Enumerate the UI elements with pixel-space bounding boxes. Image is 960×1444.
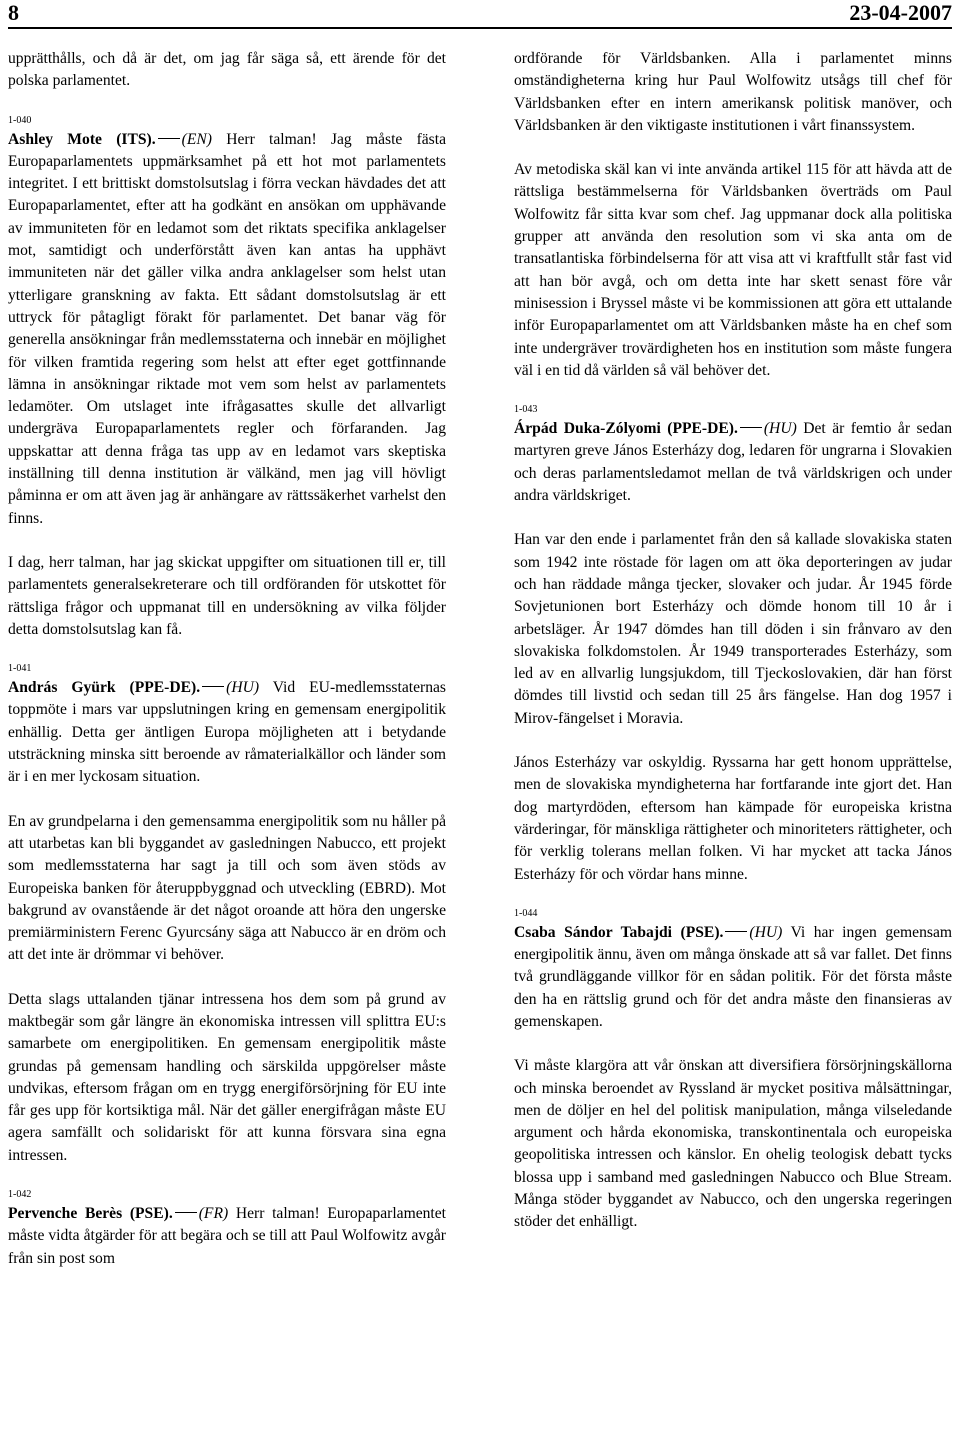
speech-text: Det är femtio år sedan martyren greve János Esterházy dog, ledaren för ungrarna i Slovakien och deras parlamentsledamot mellan de två världskrigen och under andra världskriget. [514, 420, 952, 505]
speaker-name: Árpád Duka-Zólyomi (PPE-DE). [514, 420, 738, 438]
speech-paragraph [8, 129, 446, 530]
speech-id: 1-044 [514, 907, 538, 919]
speaker-name: András Gyürk (PPE-DE). [8, 679, 201, 697]
language-code: (FR) [198, 1205, 229, 1223]
left-column [8, 48, 446, 1270]
speech-paragraph: János Esterházy var oskyldig. Ryssarna har gett honom upprättelse, men de slovakiska myndigheterna har fortfarande inte gjort det. Han dog martyrdöden, eftersom han kämpade för europeiska kristna värderingar, för mänskliga rättigheter och minoriteters rättigheter, och för verklig tolerans mellan folken. Vi har mycket att tacka János Esterházy för och vördar hans minne. [514, 754, 952, 883]
dash-separator [175, 1212, 197, 1213]
speech-paragraph: Detta slags uttalanden tjänar intressena hos dem som på grund av maktbegär som går längre än ekonomiska intressen vill splittra EU:s samarbete om energipolitiken. En gemensam energipolitik måste grundas på gemensam handling och särskilda uppgörelser måste undvikas, eftersom frågan om en trygg energiförsörjning för EU inte får ges upp för kortsiktiga mål. När det gäller energifrågan måste EU agera samfällt och solidariskt för att kunna försvara sina egna intressen. [8, 990, 446, 1164]
speaker-name: Ashley Mote (ITS). [8, 130, 156, 148]
speech-paragraph: En av grundpelarna i den gemensamma energipolitik som nu håller på att utarbetas kan bli byggandet av gasledningen Nabucco, ett projekt som medlemsstaterna har sagt ja till och som även stöds av Europeiska banken för återuppbyggnad och utveckling (EBRD). Mot bakgrund av ovanstående är det något oroande att höra den ungerske premiärministern Ferenc Gyurcsány säga att Nabucco är en dröm och att det inte är drömmar vi behöver. [8, 812, 446, 964]
language-code: (HU) [749, 923, 783, 941]
session-date: 23-04-2007 [849, 0, 952, 25]
speech-paragraph [514, 922, 952, 1033]
speech-paragraph: Vi måste klargöra att vår önskan att diversifiera försörjningskällorna och minska beroendet av Ryssland är mycket positiva målsättningar, men de döljer en hel del politisk manipulation, många vilseledande argument och hårda ekonomiska, transkontinentala och europeiska geopolitiska intressen och känslor. En ohelig teologisk debatt tycks blossa upp i samband med gasledningen Nabucco och Blue Stream. Många stöder byggandet av Nabucco, och den ungerska regeringen stöder det enhälligt. [514, 1057, 952, 1231]
speech-text: Vi har ingen gemensam energipolitik ännu, även om många önskade att så var fallet. Det finns två grundläggande villkor för en sådan politik. För det första måste den ha en rättslig grund och för det andra måste den finansieras av gemenskapen. [514, 923, 953, 1030]
speech-1-041 [8, 663, 446, 1167]
speech-1-040 [8, 115, 446, 642]
dash-separator [158, 138, 180, 139]
speech-1-042 [8, 1189, 446, 1270]
dash-separator [725, 931, 747, 932]
speech-id: 1-042 [8, 1189, 32, 1201]
language-code: (HU) [763, 420, 797, 438]
page-number: 8 [8, 0, 19, 25]
speaker-name: Csaba Sándor Tabajdi (PSE). [514, 923, 724, 941]
language-code: (HU) [226, 679, 260, 697]
speech-text: Vid EU-medlemsstaternas toppmöte i mars var uppslutningen kring en gemensam energipolitik enhällig. Detta ger äntligen Europa möjligheten att i betydande utsträckning minska sitt beroende av råmaterialkällor och länder som är i en mer lyckosam situation. [8, 679, 446, 786]
speech-paragraph [514, 418, 952, 507]
language-code: (EN) [181, 130, 212, 148]
speech-text: Herr talman! Jag måste fästa Europaparlamentets uppmärksamhet på ett hot mot parlamentets integritet. I ett brittiskt domstolsutslag i förra veckan hävdades det att Europaparlamentet, efter att ha godkänt en ansökan om upphävande av immuniteten för en ledamot som det riktats specifika anklagelser mot, samtidigt och underförstått även kan antas ha upphävt immuniteten när det gäller vilka andra anklagelser som helst utan ytterligare granskning av fakta. Ett sådant domstolsutslag är ett uttryck för påtagligt förakt för parlamentet. Det banar väg för generella ansökningar från medlemsstaterna och innebär en möjlighet för vilken framtida regering som helst att efter eget gottfinnande lämna in ansökningar riktade mot vem som helst av parlamentets ledamöter. Om utslaget inte ifrågasattes skulle det allvarligt undergräva Europaparlamentets regler och förfaranden. Jag uppskattar att denna fråga tas upp av en ledamot vars skeptiska inställning till denna institution är välkänd, men jag vill hövligt påminna er om att även jag är anhängare av rättssäkerhet varhelst den finns. [8, 130, 447, 527]
intro-paragraph: upprätthålls, och då är det, om jag får säga så, ett ärende för det polska parlamentet. [8, 50, 446, 90]
speech-text: Herr talman! Europaparlamentet måste vidta åtgärder för att begära och se till att Paul Wolfowitz avgår från sin post som [8, 1205, 447, 1267]
speech-paragraph: I dag, herr talman, har jag skickat uppgifter om situationen till er, till parlamentets generalsekreterare och till ordföranden för utskottet för rättsliga frågor och uppmanat till en undersökning av vilka följder detta domstolsutslag kan få. [8, 553, 446, 638]
speech-paragraph: Av metodiska skäl kan vi inte använda artikel 115 för att hävda att de rättsliga bestämmelserna för Världsbanken överträds om Paul Wolfowitz får sitta kvar som chef. Jag uppmanar dock alla politiska grupper att använda den resolution som vi ska anta om de transatlantiska förbindelserna för att visa att vi kraftfullt står fast vid att han bör avgå, och om detta inte har skett senast före vår minisession i Bryssel måste vi be kommissionen att göra ett uttalande inför Europaparlamentet om att Världsbanken måste ha en chef som inte undergräver trovärdigheten hos en institution som måste fungera väl i en tid då världen så väl behöver det. [514, 161, 952, 379]
page-header [8, 0, 952, 29]
dash-separator [202, 686, 224, 687]
dash-separator [740, 427, 762, 428]
speech-id: 1-040 [8, 114, 32, 126]
continued-paragraph: ordförande för Världsbanken. Alla i parlamentet minns omständigheterna kring hur Paul Wolfowitz utsågs till chef för Världsbanken efter en intern amerikansk politisk manöver, och Världsbanken är den viktigaste institutionen i vårt finanssystem. [514, 50, 952, 134]
speech-paragraph [8, 1203, 446, 1270]
speech-paragraph: Han var den ende i parlamentet från den så kallade slovakiska staten som 1942 inte röstade för lagen om att öka deporteringen av judar och han räddade många tjecker, slovaker och judar. År 1945 förde Sovjetunionen bort Esterházy och dömde honom till 10 år i arbetsläger. År 1947 dömdes han till döden i sin frånvaro av den slovakiska folkdomstolen. År 1949 transporterades Esterházy, som led av en allvarlig lungsjukdom, till Tjeckoslovakien, där han först dömdes till livstid och sedan till 25 års fängelse. Han dog 1957 i Mirov-fängelset i Moravia. [514, 531, 952, 727]
speech-id: 1-043 [514, 404, 538, 416]
speech-paragraph [8, 677, 446, 788]
right-column [514, 48, 952, 1234]
speech-id: 1-041 [8, 663, 32, 675]
speech-1-043 [514, 404, 952, 886]
speech-1-044 [514, 908, 952, 1234]
speaker-name: Pervenche Berès (PSE). [8, 1205, 173, 1223]
